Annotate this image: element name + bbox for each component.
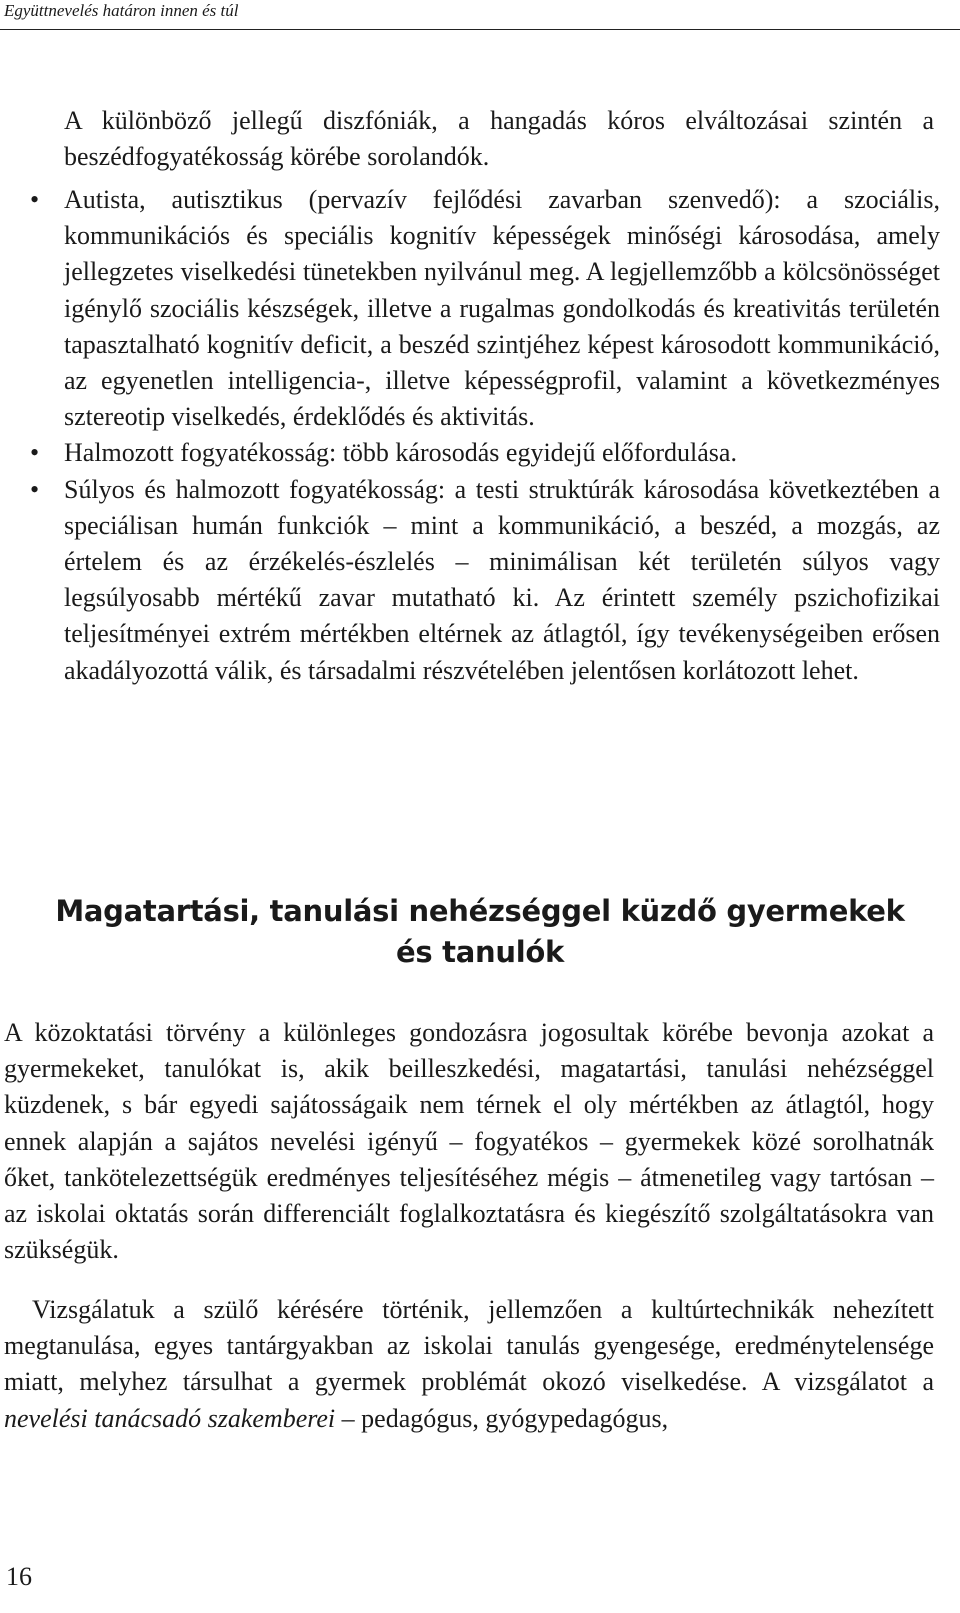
- body-paragraph-2: [4, 1292, 934, 1437]
- page-number: 16: [6, 1562, 32, 1591]
- list-item-text: Halmozott fogyatékosság: több károsodás egyidejű előfordulása.: [64, 438, 737, 468]
- bullet-marker: •: [30, 438, 40, 468]
- list-item: [0, 435, 960, 471]
- list-item: [0, 472, 960, 689]
- list-item-text: Autista, autisztikus (pervazív fejlődési zavarban szenvedő): a szociális, kommunikációs és speciális kognitív képességek minőségi károsodása, amely jellegzetes viselkedési tünetekben nyilvánul meg. A legjellemzőbb a kölcsönösséget igénylő szociális készségek, illetve a rugalmas gondolkodás és kreativitás területén tapasztalható kognitív deficit, a beszéd szintjéhez képest károsodott kommunikáció, az egyenetlen intelligencia-, illetve képességprofil, valamint a következményes sztereotip viselkedés, érdeklődés és aktivitás.: [64, 185, 940, 432]
- bullet-list: [0, 182, 960, 689]
- body-paragraph-2-start: Vizsgálatuk a szülő kérésére történik, jellemzően a kultúrtechnikák nehezített megtanulása, egyes tantárgyakban az iskolai tanulás gyengesége, eredménytelensége miatt, melyhez társulhat a gyermek problémát okozó viselkedése. A vizsgálatot a: [4, 1295, 934, 1397]
- section-heading-line-2: és tanulók: [396, 935, 564, 969]
- list-item-text: Súlyos és halmozott fogyatékosság: a testi struktúrák károsodása következtében a speciálisan humán funkciók – mint a kommunikáció, a beszéd, a mozgás, az értelem és az érzékelés-észlelés – minimálisan két területén súlyos vagy legsúlyosabb mértékű zavar mutatható ki. Az érintett személy pszichofizikai teljesítményei extrém mértékben eltérnek az átlagtól, így tevékenységeiben erősen akadályozottá válik, és társadalmi részvételében jelentősen korlátozott lehet.: [64, 474, 940, 685]
- list-item: [0, 182, 960, 435]
- body-paragraph-2-end: – pedagógus, gyógypedagógus,: [335, 1403, 669, 1433]
- emphasized-term: nevelési tanácsadó szakemberei: [4, 1403, 336, 1433]
- section-heading: [0, 891, 960, 973]
- bullet-marker: •: [30, 185, 40, 214]
- body-paragraph-1: A közoktatási törvény a különleges gondozásra jogosultak körébe bevonja azokat a gyermekeket, tanulókat is, akik beilleszkedési, magatartási, tanulási nehézséggel küzdenek, s bár egyedi sajátosságaik nem térnek el oly mértékben az átlagtól, hogy ennek alapján a sajátos nevelési igényű – fogyatékos – gyermekek közé sorolhatnák őket, tankötelezettségük eredményes teljesítéséhez mégis – átmenetileg vagy tartósan – az iskolai oktatás során differenciált foglalkoztatásra és kiegészítő szolgáltatásokra van szükségük.: [4, 1018, 934, 1265]
- running-head: Együttnevelés határon innen és túl: [0, 0, 960, 30]
- section-heading-line-1: Magatartási, tanulási nehézséggel küzdő gyermekek: [55, 894, 905, 928]
- bullet-marker: •: [30, 474, 40, 504]
- intro-paragraph: A különböző jellegű diszfóniák, a hangadás kóros elváltozásai szintén a beszédfogyatékosság körébe sorolandók.: [64, 106, 934, 172]
